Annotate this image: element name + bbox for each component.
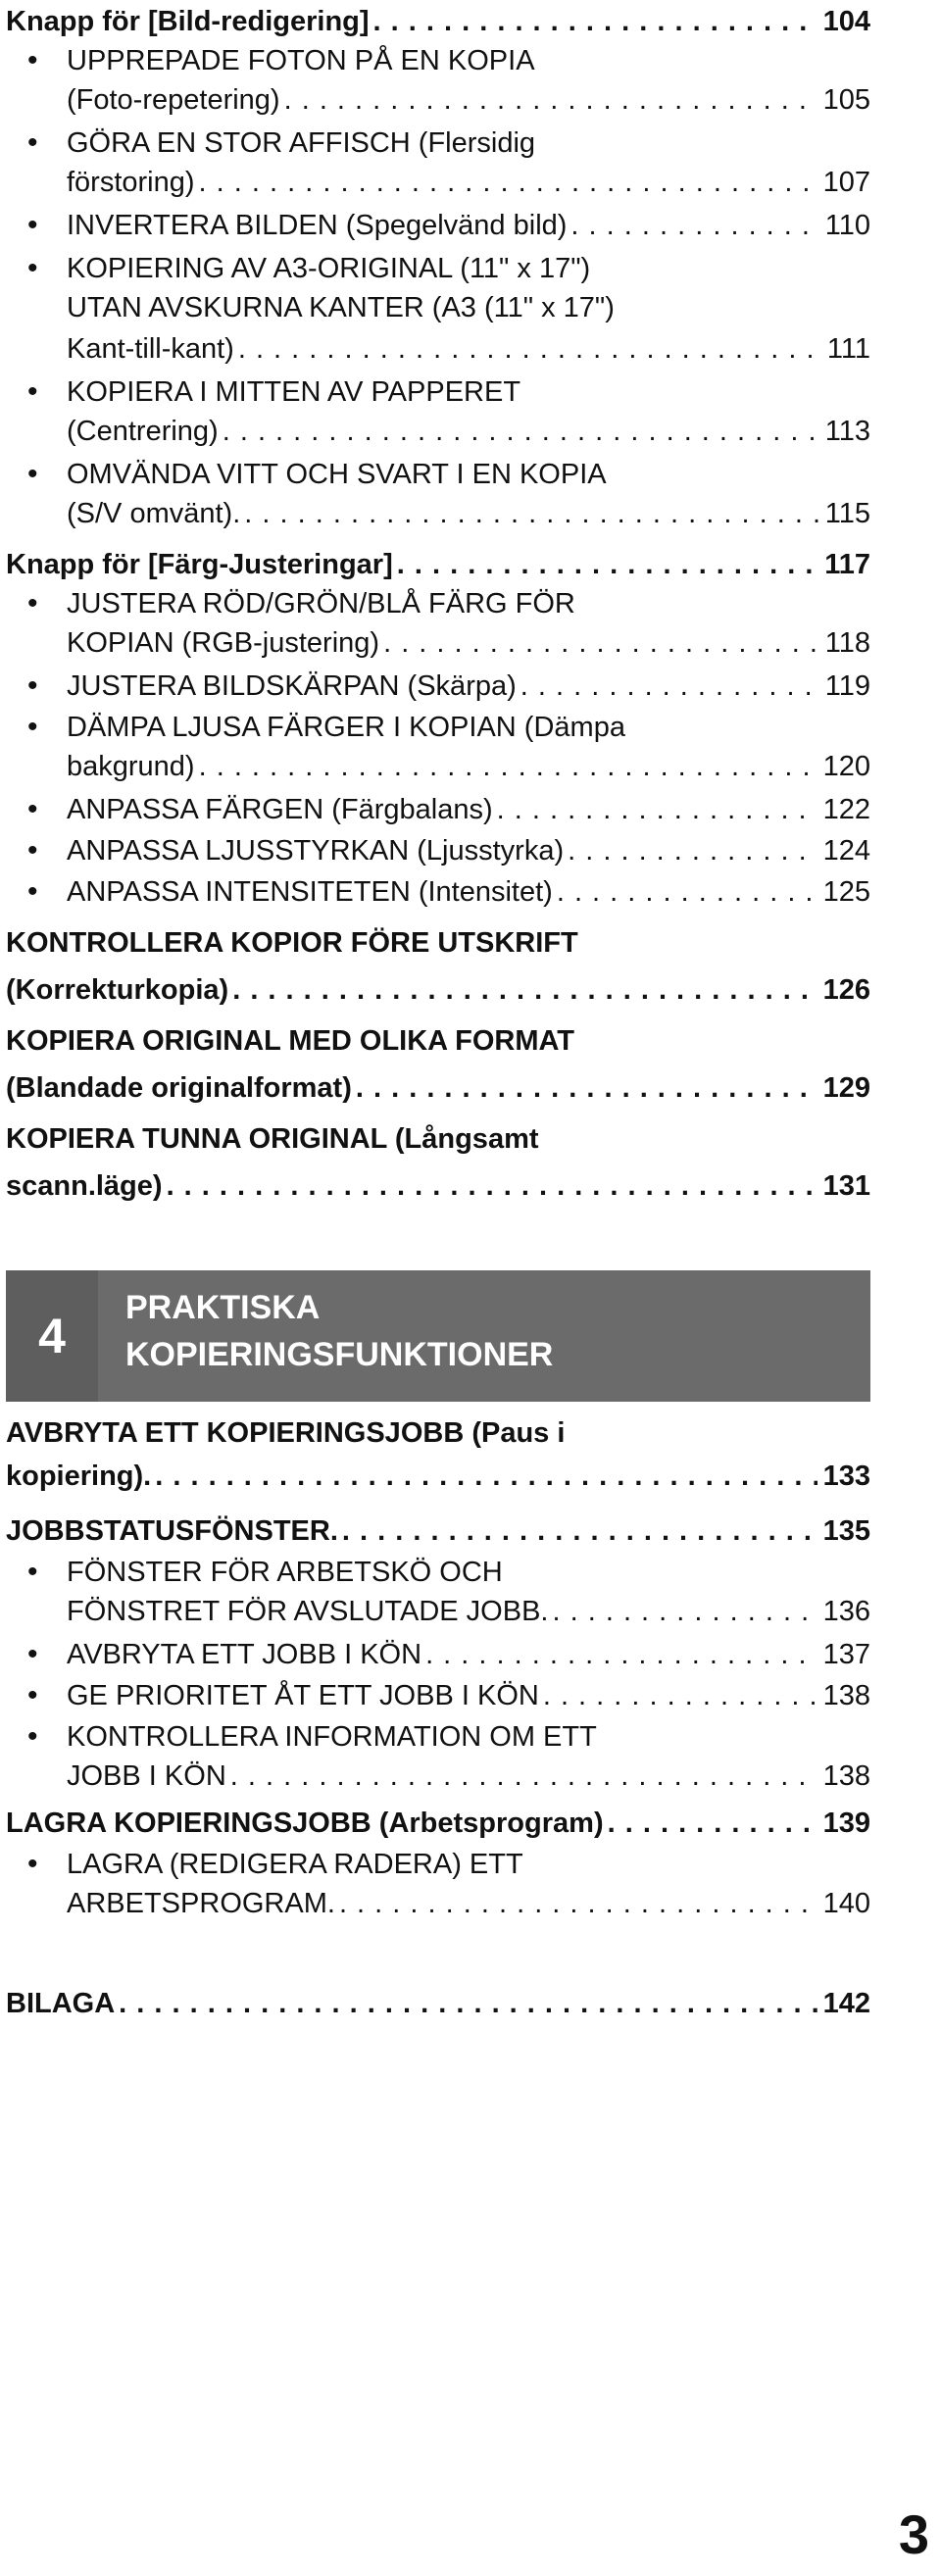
- dot-leader: [608, 1802, 817, 1845]
- page-ref: 111: [826, 333, 870, 365]
- dot-leader: [244, 492, 818, 535]
- page-ref: 115: [824, 498, 870, 529]
- toc-subentry: • UPPREPADE FOTON PÅ EN KOPIA: [27, 39, 870, 82]
- toc-entry: Knapp för [Bild-redigering] . . . 104: [6, 0, 870, 43]
- dot-leader: [568, 829, 817, 872]
- page-ref: 140: [822, 1888, 870, 1919]
- bullet-icon: •: [27, 375, 38, 408]
- dot-leader: [230, 1755, 817, 1798]
- dot-leader: [425, 1633, 817, 1676]
- toc-entry-continued: (Blandade originalformat) . . . 129: [6, 1066, 870, 1110]
- toc-subentry: • AVBRYTA ETT JOBB I KÖN . . . 137: [27, 1633, 870, 1676]
- bullet-icon: •: [27, 587, 38, 619]
- dot-leader: [373, 0, 817, 43]
- toc-subentry: • ANPASSA LJUSSTYRKAN (Ljusstyrka) . . . 124: [27, 829, 870, 872]
- toc-subentry: • OMVÄNDA VITT OCH SVART I EN KOPIA: [27, 453, 870, 496]
- toc-entry: KONTROLLERA KOPIOR FÖRE UTSKRIFT: [6, 927, 578, 959]
- toc-entry: BILAGA . . . 142: [6, 1982, 870, 2025]
- bullet-icon: •: [27, 834, 38, 867]
- dot-leader: [232, 968, 817, 1012]
- page-ref: 119: [824, 670, 870, 702]
- toc-entry-continued: (Korrekturkopia) . . . 126: [6, 968, 870, 1012]
- toc-entry-continued: kopiering). . . . 133: [6, 1455, 870, 1498]
- toc-subentry: • DÄMPA LJUSA FÄRGER I KOPIAN (Dämpa: [27, 706, 870, 749]
- toc-subentry-continued: UTAN AVSKURNA KANTER (A3 (11" x 17"): [67, 292, 615, 323]
- page-ref: 136: [822, 1596, 870, 1627]
- toc-subentry-continued: FÖNSTRET FÖR AVSLUTADE JOBB. . . . 136: [67, 1590, 870, 1633]
- bullet-icon: •: [27, 1848, 38, 1880]
- page-ref: 137: [822, 1639, 870, 1670]
- page-ref: 129: [822, 1072, 870, 1104]
- toc-entry: Knapp för [Färg-Justeringar] . . . 117: [6, 543, 870, 586]
- dot-leader: [342, 1510, 817, 1553]
- toc-subentry: • ANPASSA INTENSITETEN (Intensitet) . . . 125: [27, 870, 870, 914]
- page-number: 3: [898, 2503, 929, 2565]
- toc-subentry-continued: KOPIAN (RGB-justering) . . . 118: [67, 621, 870, 665]
- dot-leader: [223, 410, 819, 453]
- toc-subentry-continued: JOBB I KÖN . . . 138: [67, 1755, 870, 1798]
- toc-subentry-continued: förstoring) . . . 107: [67, 161, 870, 204]
- dot-leader: [570, 204, 818, 247]
- toc-subentry: • LAGRA (REDIGERA RADERA) ETT: [27, 1843, 870, 1886]
- page-ref: 138: [822, 1680, 870, 1711]
- page-ref: 107: [822, 167, 870, 198]
- toc-subentry-continued: Kant-till-kant) . . . 111: [67, 327, 870, 371]
- dot-leader: [199, 745, 817, 788]
- chapter-header: [6, 1270, 870, 1402]
- dot-leader: [557, 870, 817, 914]
- bullet-icon: •: [27, 44, 38, 76]
- dot-leader: [552, 1590, 817, 1633]
- page-ref: 117: [824, 549, 870, 580]
- dot-leader: [397, 543, 818, 586]
- bullet-icon: •: [27, 458, 38, 490]
- toc-entry-continued: scann.läge) . . . 131: [6, 1164, 870, 1208]
- toc-entry: KOPIERA TUNNA ORIGINAL (Långsamt: [6, 1123, 539, 1155]
- dot-leader: [497, 788, 817, 831]
- dot-leader: [155, 1455, 817, 1498]
- page-ref: 133: [822, 1461, 870, 1492]
- dot-leader: [167, 1164, 817, 1208]
- toc-entry: JOBBSTATUSFÖNSTER. . . . 135: [6, 1510, 870, 1553]
- dot-leader: [339, 1882, 817, 1925]
- bullet-icon: •: [27, 711, 38, 743]
- toc-subentry-continued: (Foto-repetering) . . . 105: [67, 78, 870, 122]
- page-ref: 125: [822, 876, 870, 908]
- page-ref: 135: [822, 1515, 870, 1547]
- toc-subentry-continued: (Centrering) . . . 113: [67, 410, 870, 453]
- toc-subentry: • KOPIERA I MITTEN AV PAPPERET: [27, 371, 870, 414]
- bullet-icon: •: [27, 126, 38, 159]
- dot-leader: [383, 621, 819, 665]
- dot-leader: [284, 78, 817, 122]
- page-ref: 118: [824, 627, 870, 659]
- bullet-icon: •: [27, 252, 38, 284]
- dot-leader: [543, 1674, 817, 1717]
- chapter-title: PRAKTISKA KOPIERINGSFUNKTIONER: [125, 1289, 554, 1373]
- page-ref: 110: [824, 210, 870, 241]
- toc-entry: KOPIERA ORIGINAL MED OLIKA FORMAT: [6, 1025, 574, 1057]
- bullet-icon: •: [27, 1720, 38, 1753]
- toc-subentry: • FÖNSTER FÖR ARBETSKÖ OCH: [27, 1551, 870, 1594]
- page-ref: 124: [822, 835, 870, 867]
- bullet-icon: •: [27, 669, 38, 702]
- toc-subentry: • GÖRA EN STOR AFFISCH (Flersidig: [27, 122, 870, 165]
- bullet-icon: •: [27, 875, 38, 908]
- dot-leader: [238, 327, 821, 371]
- page-ref: 122: [822, 794, 870, 825]
- page-ref: 142: [822, 1988, 870, 2019]
- toc-subentry: • INVERTERA BILDEN (Spegelvänd bild) . . . 110: [27, 204, 870, 247]
- bullet-icon: •: [27, 1638, 38, 1670]
- page-ref: 139: [822, 1808, 870, 1839]
- toc-subentry: • ANPASSA FÄRGEN (Färgbalans) . . . 122: [27, 788, 870, 831]
- dot-leader: [520, 665, 819, 708]
- toc-entry: LAGRA KOPIERINGSJOBB (Arbetsprogram) . . . 139: [6, 1802, 870, 1845]
- page-ref: 138: [822, 1760, 870, 1792]
- bullet-icon: •: [27, 793, 38, 825]
- toc-subentry: • GE PRIORITET ÅT ETT JOBB I KÖN . . . 138: [27, 1674, 870, 1717]
- dot-leader: [199, 161, 817, 204]
- toc-subentry-continued: (S/V omvänt). . . . 115: [67, 492, 870, 535]
- page-ref: 120: [822, 751, 870, 782]
- dot-leader: [119, 1982, 817, 2025]
- chapter-number: 4: [6, 1270, 98, 1402]
- dot-leader: [356, 1066, 817, 1110]
- bullet-icon: •: [27, 1679, 38, 1711]
- bullet-icon: •: [27, 1556, 38, 1588]
- page-ref: 105: [822, 84, 870, 116]
- page-ref: 126: [822, 974, 870, 1006]
- toc-subentry: • KONTROLLERA INFORMATION OM ETT: [27, 1715, 870, 1759]
- toc-subentry-continued: bakgrund) . . . 120: [67, 745, 870, 788]
- toc-subentry: • KOPIERING AV A3-ORIGINAL (11" x 17"): [27, 247, 870, 290]
- page-ref: 131: [822, 1170, 870, 1202]
- page-ref: 104: [822, 6, 870, 37]
- bullet-icon: •: [27, 209, 38, 241]
- page-ref: 113: [824, 416, 870, 447]
- toc-subentry: • JUSTERA BILDSKÄRPAN (Skärpa) . . . 119: [27, 665, 870, 708]
- toc-subentry: • JUSTERA RÖD/GRÖN/BLÅ FÄRG FÖR: [27, 582, 870, 625]
- toc-subentry-continued: ARBETSPROGRAM. . . . 140: [67, 1882, 870, 1925]
- toc-entry: AVBRYTA ETT KOPIERINGSJOBB (Paus i: [6, 1417, 566, 1449]
